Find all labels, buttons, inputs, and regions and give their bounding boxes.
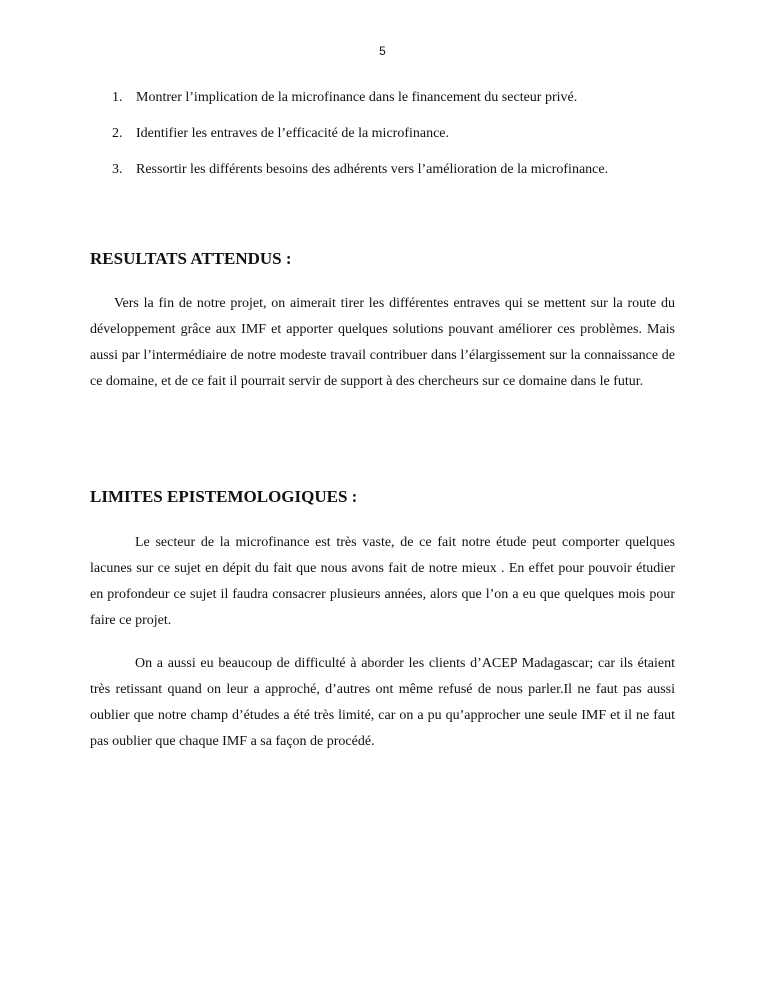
list-item-text: Montrer l’implication de la microfinance dans le financement du secteur privé. — [136, 90, 578, 105]
resultats-paragraph: Vers la fin de notre projet, on aimerait tirer les différentes entraves qui se mettent sur la route du développement grâce aux IMF et apporter quelques solutions pouvant améliorer ces problèmes. Mais aussi par l’intermédiaire de notre modeste travail contribuer dans l’élargissement sur la connaissance de ce domaine, et de ce fait il pourrait servir de support à des chercheurs sur ce domaine dans le futur. — [90, 296, 675, 389]
section-heading-resultats: RESULTATS ATTENDUS : — [90, 249, 292, 268]
list-item-text: Ressortir les différents besoins des adhérents vers l’amélioration de la microfinance. — [136, 162, 609, 177]
page-number: 5 — [379, 44, 386, 58]
limites-paragraph-1: Le secteur de la microfinance est très vaste, de ce fait notre étude peut comporter quelques lacunes sur ce sujet en dépit du fait que nous avons fait de notre mieux . En effet pour pouvoir étudier en profondeur ce sujet il faudra consacrer plusieurs années, alors que l’on a eu que quelques mois pour faire ce projet. — [90, 535, 675, 628]
list-item-number: 2. — [112, 126, 123, 141]
list-item-number: 3. — [112, 162, 123, 177]
limites-paragraph-2: On a aussi eu beaucoup de difficulté à aborder les clients d’ACEP Madagascar; car ils étaient très retissant quand on leur a approché, d’autres ont même refusé de nous parler.Il ne faut pas aussi oublier que notre champ d’études a été très limité, car on a pu qu’approcher une seule IMF et il ne faut pas oublier que chaque IMF a sa façon de procédé. — [90, 656, 675, 749]
list-item — [110, 124, 690, 160]
list-item — [110, 160, 690, 196]
list-item-number: 1. — [112, 90, 123, 105]
list-item — [110, 88, 690, 124]
list-item-text: Identifier les entraves de l’efficacité de la microfinance. — [136, 126, 450, 141]
section-heading-limites: LIMITES EPISTEMOLOGIQUES : — [90, 487, 358, 506]
objectives-list — [110, 88, 690, 196]
